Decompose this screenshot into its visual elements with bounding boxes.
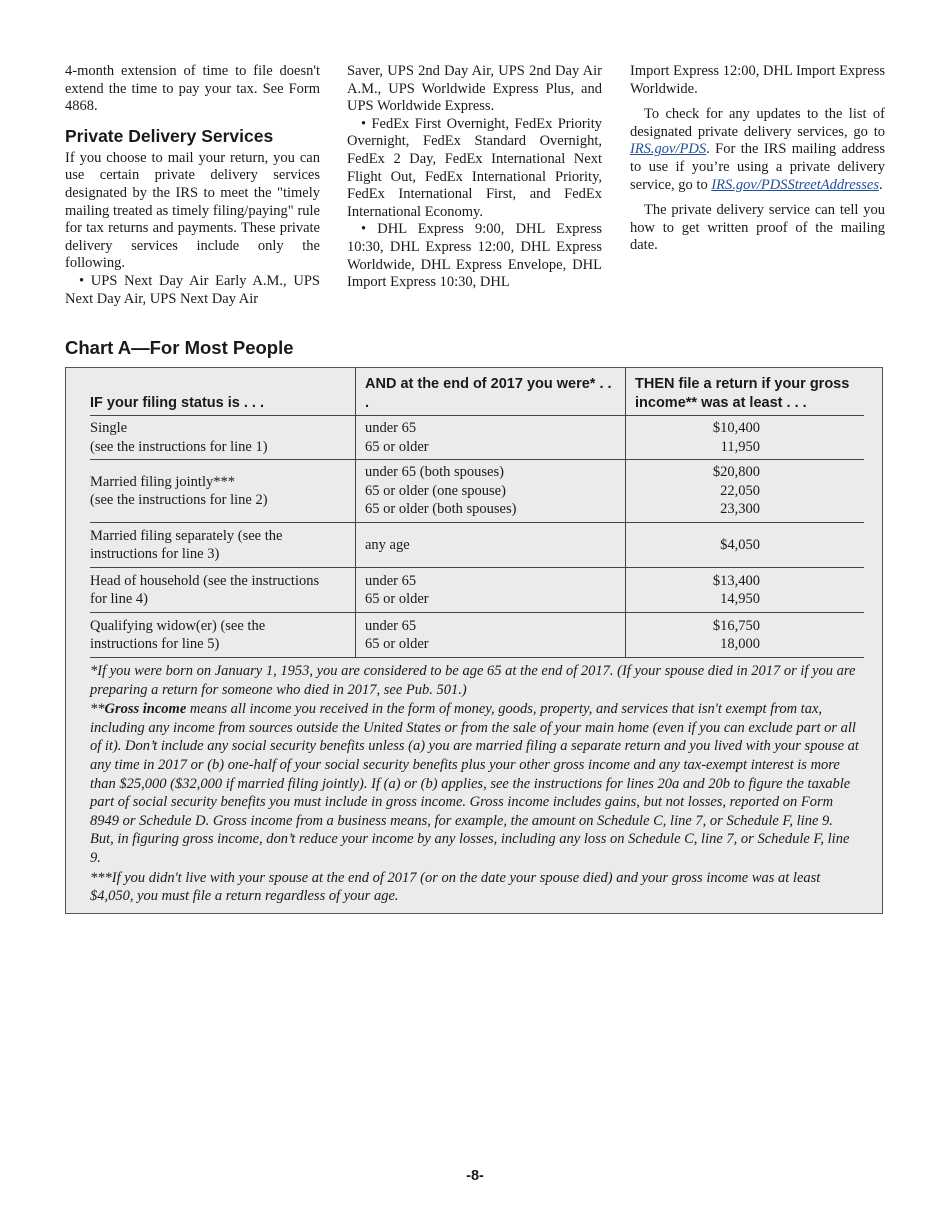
ups-bullet: • UPS Next Day Air Early A.M., UPS Next Day Air, UPS Next Day Air	[65, 272, 320, 307]
table-row	[90, 568, 864, 613]
filing-requirements-table	[90, 368, 864, 658]
chart-a-box	[65, 367, 883, 914]
table-row	[90, 523, 864, 568]
text-column-1	[65, 63, 320, 308]
irs-pds-link[interactable]: IRS.gov/PDS	[630, 141, 707, 158]
age-cell: any age	[356, 523, 626, 568]
filing-status-header: IF your filing status is . . .	[90, 368, 356, 416]
footnote-gross-income: **Gross income means all income you received in the form of money, goods, property, and services that isn't exempt from tax, including any income from sources outside the United States or from the sale of your main home (even if you can exclude part or all of it). Don’t include any social security benefits unless (a) you are married filing a separate return and you lived with your spouse at any time in 2017 or (b) one-half of your social security benefits plus your other gross income and any tax-exempt interest is more than $25,000 ($32,000 if married filing jointly). If (a) or (b) applies, see the instructions for lines 20a and 20b to figure the taxable part of social security benefits you must include in gross income. Gross income includes gains, but not losses, reported on Form 8949 or Schedule D. Gross income from a business means, for example, the amount on Schedule C, line 7, or Schedule F, line 9. But, in figuring gross income, don’t reduce your income by any losses, including any loss on Schedule C, line 7, or Schedule F, line 9.	[90, 701, 859, 866]
table-row	[90, 460, 864, 523]
text-column-3	[630, 63, 885, 255]
filing-status-cell: Qualifying widow(er) (see the instructions for line 5)	[90, 613, 356, 658]
age-cell: under 65 65 or older	[356, 568, 626, 613]
footnote-spouse: ***If you didn't live with your spouse at the end of 2017 (or on the date your spouse died) and your gross income was at least $4,050, you must file a return regardless of your age.	[90, 869, 821, 905]
written-proof-paragraph: The private delivery service can tell you how to get written proof of the mailing date.	[630, 202, 885, 254]
footnote-age-65: *If you were born on January 1, 1953, you are considered to be age 65 at the end of 2017. (If your spouse died in 2017 or if you are preparing a return for someone who died in 2017, see Pub. 501.)	[90, 663, 856, 698]
age-cell: under 65 65 or older	[356, 613, 626, 658]
amount-cell: $4,050	[626, 523, 865, 568]
private-delivery-heading: Private Delivery Services	[65, 125, 274, 146]
dhl-bullet: • DHL Express 9:00, DHL Express 10:30, DHL Express 12:00, DHL Express Worldwide, DHL Express Envelope, DHL Import Express 10:30, DHL	[347, 221, 602, 291]
filing-status-cell: Married filing separately (see the instructions for line 3)	[90, 523, 356, 568]
chart-a-title: Chart A—For Most People	[65, 337, 294, 358]
extension-paragraph: 4-month extension of time to file doesn't extend the time to pay your tax. See Form 4868.	[65, 63, 320, 115]
text-column-2	[347, 63, 602, 292]
filing-status-cell: Married filing jointly*** (see the instructions for line 2)	[90, 460, 356, 523]
updates-paragraph: To check for any updates to the list of designated private delivery services, go to IRS.gov/PDS. For the IRS mailing address to use if you’re using a private delivery service, go to IRS.gov/PDSStreetAddresses.	[630, 106, 885, 193]
age-cell: under 65 65 or older	[356, 416, 626, 460]
fedex-bullet: • FedEx First Overnight, FedEx Priority Overnight, FedEx Standard Overnight, FedEx 2 Day, FedEx International Next Flight Out, FedEx International Priority, FedEx International First, and FedEx International Economy.	[347, 115, 602, 220]
amount-cell: $20,800 22,050 23,300	[626, 460, 865, 523]
table-row	[90, 613, 864, 658]
amount-cell: $13,400 14,950	[626, 568, 865, 613]
irs-pds-street-addresses-link[interactable]: IRS.gov/PDSStreetAddresses	[711, 176, 879, 193]
filing-status-cell: Single (see the instructions for line 1)	[90, 416, 356, 460]
dhl-bullet-continued: Import Express 12:00, DHL Import Express Worldwide.	[630, 63, 885, 97]
amount-cell: $10,400 11,950	[626, 416, 865, 460]
age-header: AND at the end of 2017 you were* . . .	[356, 368, 626, 416]
chart-footnotes	[90, 662, 860, 907]
private-delivery-paragraph: If you choose to mail your return, you can use certain private delivery services designated by the IRS to meet the "timely mailing treated as timely filing/paying" rule for tax returns and payments. These private delivery services include only the following.	[65, 149, 320, 272]
gross-income-header: THEN file a return if your gross income** was at least . . .	[626, 368, 865, 416]
page-number: -8-	[466, 1168, 484, 1184]
filing-status-cell: Head of household (see the instructions for line 4)	[90, 568, 356, 613]
amount-cell: $16,750 18,000	[626, 613, 865, 658]
table-header-row	[90, 368, 864, 416]
table-row	[90, 416, 864, 460]
ups-bullet-continued: Saver, UPS 2nd Day Air, UPS 2nd Day Air A.M., UPS Worldwide Express Plus, and UPS Worldwide Express.	[347, 63, 602, 115]
age-cell: under 65 (both spouses) 65 or older (one spouse) 65 or older (both spouses)	[356, 460, 626, 523]
